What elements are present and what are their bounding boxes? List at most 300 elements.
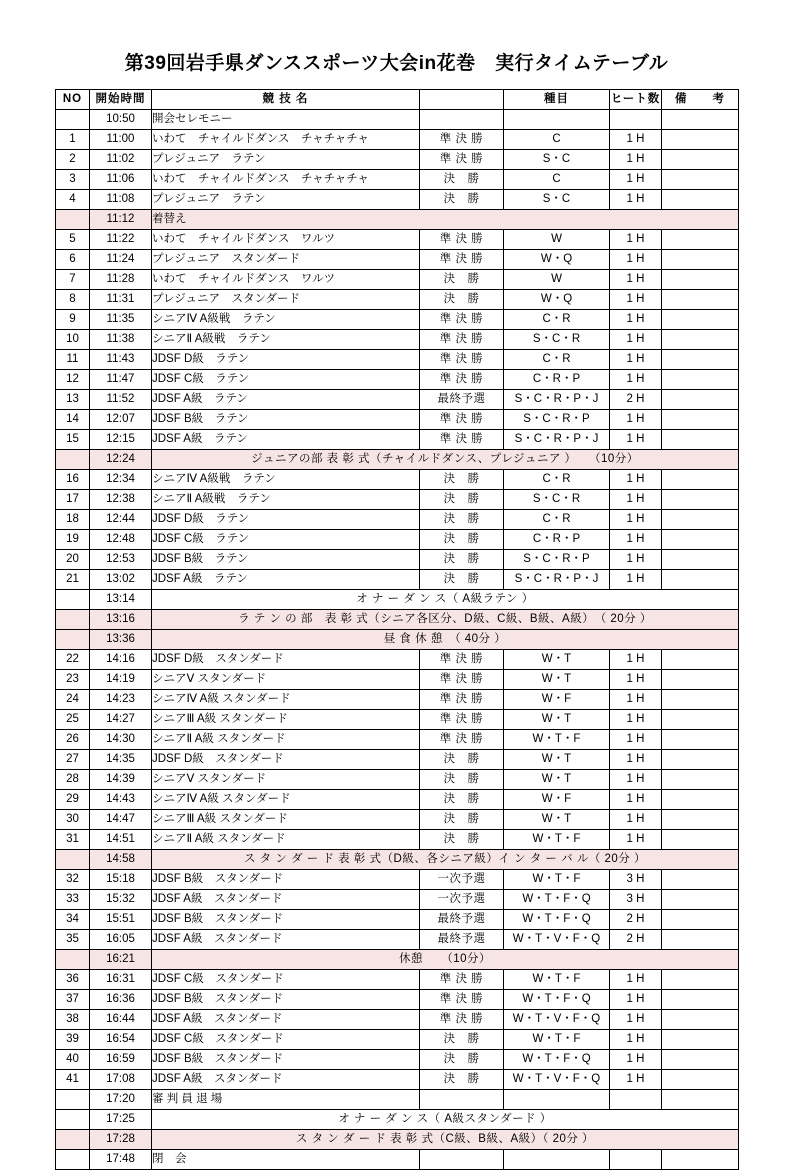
table-row	[56, 550, 739, 570]
cell-event-name: JDSF B級 スタンダード	[152, 990, 420, 1010]
cell-start-time: 16:05	[90, 930, 152, 950]
table-row	[56, 730, 739, 750]
page-title: 第39回岩手県ダンススポーツ大会in花巻 実行タイムテーブル	[124, 53, 669, 74]
cell-no: 37	[56, 990, 90, 1010]
cell-event-name: JDSF A級 スタンダード	[152, 890, 420, 910]
cell-heats: 1 H	[610, 370, 662, 390]
cell-note	[662, 1050, 739, 1070]
cell-no: 29	[56, 790, 90, 810]
table-row	[56, 330, 739, 350]
cell-item: W・T	[504, 650, 610, 670]
cell-no: 30	[56, 810, 90, 830]
cell-round: 準 決 勝	[420, 130, 504, 150]
cell-start-time: 16:54	[90, 1030, 152, 1050]
cell-heats: 1 H	[610, 190, 662, 210]
cell-start-time: 11:31	[90, 290, 152, 310]
table-row	[56, 610, 739, 630]
cell-heats: 1 H	[610, 830, 662, 850]
cell-round: 準 決 勝	[420, 250, 504, 270]
cell-start-time: 11:28	[90, 270, 152, 290]
cell-item: C・R・P	[504, 370, 610, 390]
cell-no: 31	[56, 830, 90, 850]
header-row	[56, 90, 739, 110]
cell-item: S・C・R	[504, 330, 610, 350]
cell-start-time: 12:48	[90, 530, 152, 550]
cell-no: 16	[56, 470, 90, 490]
cell-ceremony-text: ス タ ン ダ ー ド 表 彰 式（D級、各シニア級）イ ン タ ー バ ル（ 20分 ）	[152, 850, 739, 870]
cell-round: 最終予選	[420, 910, 504, 930]
cell-heats: 1 H	[610, 350, 662, 370]
cell-note	[662, 150, 739, 170]
table-row	[56, 450, 739, 470]
cell-round: 一次予選	[420, 870, 504, 890]
cell-no	[56, 450, 90, 470]
cell-no: 34	[56, 910, 90, 930]
cell-item: C・R	[504, 310, 610, 330]
cell-item: W・T・F・Q	[504, 1050, 610, 1070]
cell-heats: 1 H	[610, 490, 662, 510]
cell-heats: 1 H	[610, 250, 662, 270]
cell-start-time: 13:36	[90, 630, 152, 650]
table-row	[56, 570, 739, 590]
table-row	[56, 1070, 739, 1090]
column-header-no: NO	[56, 90, 90, 110]
cell-item: W・T・F	[504, 1030, 610, 1050]
table-row	[56, 250, 739, 270]
cell-note	[662, 1010, 739, 1030]
cell-round: 決 勝	[420, 530, 504, 550]
cell-start-time: 16:44	[90, 1010, 152, 1030]
cell-start-time: 14:23	[90, 690, 152, 710]
cell-event-name: JDSF C級 スタンダード	[152, 1030, 420, 1050]
cell-event-name: JDSF A級 スタンダード	[152, 1070, 420, 1090]
cell-start-time: 17:28	[90, 1130, 152, 1150]
cell-item: W・F	[504, 790, 610, 810]
cell-note	[662, 190, 739, 210]
table-row	[56, 710, 739, 730]
cell-no: 18	[56, 510, 90, 530]
cell-heats: 1 H	[610, 790, 662, 810]
cell-note	[662, 910, 739, 930]
cell-round: 決 勝	[420, 1070, 504, 1090]
cell-item: W・T	[504, 770, 610, 790]
cell-event-name: JDSF A級 ラテン	[152, 430, 420, 450]
cell-event-name: JDSF B級 ラテン	[152, 550, 420, 570]
cell-round: 決 勝	[420, 830, 504, 850]
cell-item: C・R・P	[504, 530, 610, 550]
table-row	[56, 290, 739, 310]
cell-no: 33	[56, 890, 90, 910]
table-row	[56, 590, 739, 610]
table-row	[56, 830, 739, 850]
cell-item: W・T・F	[504, 730, 610, 750]
table-row	[56, 530, 739, 550]
cell-note	[662, 290, 739, 310]
cell-heats: 1 H	[610, 810, 662, 830]
cell-item: W・T	[504, 710, 610, 730]
cell-start-time: 11:00	[90, 130, 152, 150]
cell-heats: 1 H	[610, 1030, 662, 1050]
cell-item: W・T・V・F・Q	[504, 1010, 610, 1030]
table-header	[56, 90, 739, 110]
cell-round: 決 勝	[420, 510, 504, 530]
cell-start-time: 11:22	[90, 230, 152, 250]
cell-heats: 1 H	[610, 150, 662, 170]
cell-heats: 1 H	[610, 690, 662, 710]
cell-item	[504, 1150, 610, 1170]
cell-heats: 1 H	[610, 290, 662, 310]
cell-start-time: 15:32	[90, 890, 152, 910]
cell-no	[56, 1090, 90, 1110]
cell-heats: 1 H	[610, 270, 662, 290]
cell-round: 準 決 勝	[420, 410, 504, 430]
cell-heats: 1 H	[610, 1070, 662, 1090]
cell-start-time: 11:08	[90, 190, 152, 210]
cell-heats: 1 H	[610, 570, 662, 590]
cell-no: 35	[56, 930, 90, 950]
cell-heats: 1 H	[610, 1010, 662, 1030]
table-row	[56, 190, 739, 210]
table-row	[56, 690, 739, 710]
cell-event-name: JDSF A級 スタンダード	[152, 1010, 420, 1030]
cell-start-time: 11:52	[90, 390, 152, 410]
cell-heats: 1 H	[610, 650, 662, 670]
table-row	[56, 810, 739, 830]
table-row	[56, 410, 739, 430]
cell-event-name: シニアⅣ A級 スタンダード	[152, 790, 420, 810]
table-row	[56, 210, 739, 230]
cell-item: C・R	[504, 350, 610, 370]
cell-round: 準 決 勝	[420, 690, 504, 710]
cell-note	[662, 730, 739, 750]
cell-no	[56, 210, 90, 230]
cell-note	[662, 770, 739, 790]
cell-round	[420, 1090, 504, 1110]
table-row	[56, 670, 739, 690]
cell-no: 39	[56, 1030, 90, 1050]
cell-no: 21	[56, 570, 90, 590]
cell-round: 準 決 勝	[420, 970, 504, 990]
cell-ceremony-text: 休憩 （10分）	[152, 950, 739, 970]
cell-no: 28	[56, 770, 90, 790]
cell-item: W・T・V・F・Q	[504, 1070, 610, 1090]
cell-ceremony-text: 昼 食 休 憩 （ 40分 ）	[152, 630, 739, 650]
cell-item: C・R	[504, 470, 610, 490]
cell-round: 準 決 勝	[420, 650, 504, 670]
cell-heats	[610, 110, 662, 130]
table-row	[56, 1010, 739, 1030]
cell-note	[662, 510, 739, 530]
cell-start-time: 17:25	[90, 1110, 152, 1130]
cell-note	[662, 990, 739, 1010]
table-row	[56, 490, 739, 510]
cell-item: S・C・R・P	[504, 410, 610, 430]
cell-event-name: プレジュニア ラテン	[152, 150, 420, 170]
table-row	[56, 770, 739, 790]
cell-heats: 2 H	[610, 390, 662, 410]
cell-start-time: 11:02	[90, 150, 152, 170]
cell-event-name: JDSF B級 ラテン	[152, 410, 420, 430]
cell-no	[56, 1130, 90, 1150]
cell-round: 決 勝	[420, 470, 504, 490]
cell-round: 最終予選	[420, 930, 504, 950]
cell-round: 準 決 勝	[420, 1010, 504, 1030]
cell-event-name: 閉 会	[152, 1150, 420, 1170]
cell-item: W・T・F・Q	[504, 910, 610, 930]
column-header-heats: ヒート数	[610, 90, 662, 110]
cell-event-name: シニアⅡ A級 スタンダード	[152, 830, 420, 850]
cell-note	[662, 970, 739, 990]
cell-no	[56, 610, 90, 630]
cell-start-time: 17:20	[90, 1090, 152, 1110]
cell-no	[56, 1150, 90, 1170]
cell-heats	[610, 1150, 662, 1170]
cell-note	[662, 270, 739, 290]
cell-round: 決 勝	[420, 170, 504, 190]
table-row	[56, 850, 739, 870]
cell-heats: 1 H	[610, 310, 662, 330]
cell-round: 準 決 勝	[420, 350, 504, 370]
cell-note	[662, 710, 739, 730]
cell-note	[662, 650, 739, 670]
cell-item: W・T・F・Q	[504, 890, 610, 910]
cell-start-time: 12:34	[90, 470, 152, 490]
cell-event-name: シニアⅡ A級戦 ラテン	[152, 330, 420, 350]
cell-no: 12	[56, 370, 90, 390]
cell-round: 準 決 勝	[420, 310, 504, 330]
cell-round: 準 決 勝	[420, 990, 504, 1010]
cell-no	[56, 1110, 90, 1130]
cell-note	[662, 110, 739, 130]
cell-start-time: 14:58	[90, 850, 152, 870]
cell-item: C	[504, 130, 610, 150]
cell-heats: 1 H	[610, 750, 662, 770]
cell-item: W	[504, 270, 610, 290]
cell-start-time: 15:18	[90, 870, 152, 890]
table-row	[56, 650, 739, 670]
cell-note	[662, 370, 739, 390]
cell-no: 1	[56, 130, 90, 150]
cell-event-name: JDSF B級 スタンダード	[152, 870, 420, 890]
cell-heats: 1 H	[610, 670, 662, 690]
cell-no: 3	[56, 170, 90, 190]
cell-event-name: シニアⅣ A級戦 ラテン	[152, 310, 420, 330]
cell-note	[662, 810, 739, 830]
cell-ceremony-text: ス タ ン ダ ー ド 表 彰 式（C級、B級、A級）（ 20分 ）	[152, 1130, 739, 1150]
table-row	[56, 110, 739, 130]
cell-no: 22	[56, 650, 90, 670]
cell-round: 決 勝	[420, 790, 504, 810]
cell-heats: 1 H	[610, 970, 662, 990]
cell-round: 準 決 勝	[420, 370, 504, 390]
table-body	[56, 110, 739, 1170]
column-header-note: 備 考	[662, 90, 739, 110]
cell-round: 一次予選	[420, 890, 504, 910]
cell-round: 決 勝	[420, 570, 504, 590]
cell-event-name: JDSF A級 ラテン	[152, 390, 420, 410]
table-row	[56, 510, 739, 530]
cell-no: 24	[56, 690, 90, 710]
cell-start-time: 17:08	[90, 1070, 152, 1090]
cell-note	[662, 330, 739, 350]
cell-item	[504, 1090, 610, 1110]
table-row	[56, 1150, 739, 1170]
cell-round: 準 決 勝	[420, 670, 504, 690]
cell-round: 決 勝	[420, 750, 504, 770]
cell-event-name: JDSF C級 スタンダード	[152, 970, 420, 990]
cell-round: 準 決 勝	[420, 330, 504, 350]
cell-no: 38	[56, 1010, 90, 1030]
cell-event-name: いわて チャイルドダンス ワルツ	[152, 270, 420, 290]
cell-heats: 1 H	[610, 410, 662, 430]
cell-item: C	[504, 170, 610, 190]
cell-no: 19	[56, 530, 90, 550]
cell-item: W・T・V・F・Q	[504, 930, 610, 950]
cell-start-time: 14:43	[90, 790, 152, 810]
cell-start-time: 12:44	[90, 510, 152, 530]
table-row	[56, 790, 739, 810]
cell-item: W・T	[504, 750, 610, 770]
cell-start-time: 14:30	[90, 730, 152, 750]
cell-round: 準 決 勝	[420, 430, 504, 450]
cell-event-name: プレジュニア スタンダード	[152, 250, 420, 270]
cell-start-time: 14:51	[90, 830, 152, 850]
cell-round	[420, 110, 504, 130]
cell-heats: 1 H	[610, 430, 662, 450]
cell-heats	[610, 1090, 662, 1110]
cell-heats: 1 H	[610, 470, 662, 490]
cell-event-name: JDSF B級 スタンダード	[152, 1050, 420, 1070]
cell-no: 15	[56, 430, 90, 450]
cell-heats: 2 H	[610, 930, 662, 950]
cell-no: 9	[56, 310, 90, 330]
cell-note	[662, 1070, 739, 1090]
cell-start-time: 10:50	[90, 110, 152, 130]
cell-no	[56, 630, 90, 650]
cell-no: 41	[56, 1070, 90, 1090]
cell-note	[662, 890, 739, 910]
table-row	[56, 430, 739, 450]
cell-note	[662, 430, 739, 450]
cell-start-time: 16:31	[90, 970, 152, 990]
table-row	[56, 310, 739, 330]
cell-item: W・Q	[504, 290, 610, 310]
cell-round: 準 決 勝	[420, 230, 504, 250]
column-header-item: 種目	[504, 90, 610, 110]
cell-round	[420, 1150, 504, 1170]
cell-no	[56, 850, 90, 870]
table-row	[56, 390, 739, 410]
cell-no: 40	[56, 1050, 90, 1070]
cell-note	[662, 570, 739, 590]
cell-start-time: 12:24	[90, 450, 152, 470]
cell-heats: 1 H	[610, 230, 662, 250]
cell-note	[662, 930, 739, 950]
cell-item: S・C・R・P	[504, 550, 610, 570]
cell-heats: 1 H	[610, 530, 662, 550]
cell-event-name: JDSF B級 スタンダード	[152, 910, 420, 930]
cell-item: W・F	[504, 690, 610, 710]
cell-heats: 2 H	[610, 910, 662, 930]
table-row	[56, 990, 739, 1010]
table-row	[56, 130, 739, 150]
cell-item: S・C	[504, 190, 610, 210]
cell-event-name: 着替え	[152, 210, 739, 230]
cell-heats: 1 H	[610, 710, 662, 730]
column-header-round	[420, 90, 504, 110]
cell-note	[662, 410, 739, 430]
cell-no: 26	[56, 730, 90, 750]
cell-event-name: シニアⅤ スタンダード	[152, 670, 420, 690]
cell-heats: 1 H	[610, 330, 662, 350]
cell-note	[662, 790, 739, 810]
cell-event-name: プレジュニア ラテン	[152, 190, 420, 210]
cell-item: W・Q	[504, 250, 610, 270]
cell-round: 準 決 勝	[420, 150, 504, 170]
cell-heats: 1 H	[610, 550, 662, 570]
cell-no: 2	[56, 150, 90, 170]
cell-note	[662, 690, 739, 710]
cell-no: 6	[56, 250, 90, 270]
cell-event-name: シニアⅡ A級 スタンダード	[152, 730, 420, 750]
table-row	[56, 370, 739, 390]
cell-note	[662, 830, 739, 850]
table-row	[56, 350, 739, 370]
cell-start-time: 11:12	[90, 210, 152, 230]
cell-item: S・C・R・P・J	[504, 390, 610, 410]
cell-note	[662, 490, 739, 510]
cell-event-name: シニアⅢ A級 スタンダード	[152, 710, 420, 730]
cell-start-time: 11:35	[90, 310, 152, 330]
cell-item	[504, 110, 610, 130]
table-row	[56, 950, 739, 970]
cell-no: 10	[56, 330, 90, 350]
cell-no: 5	[56, 230, 90, 250]
cell-round: 決 勝	[420, 1030, 504, 1050]
table-row	[56, 910, 739, 930]
cell-no: 25	[56, 710, 90, 730]
cell-start-time: 16:21	[90, 950, 152, 970]
cell-note	[662, 170, 739, 190]
cell-no	[56, 590, 90, 610]
cell-event-name: シニアⅤ スタンダード	[152, 770, 420, 790]
table-row	[56, 750, 739, 770]
cell-event-name: シニアⅣ A級 スタンダード	[152, 690, 420, 710]
cell-no: 36	[56, 970, 90, 990]
cell-start-time: 12:07	[90, 410, 152, 430]
cell-heats: 1 H	[610, 990, 662, 1010]
cell-event-name: JDSF D級 ラテン	[152, 510, 420, 530]
cell-item: W・T	[504, 670, 610, 690]
cell-event-name: JDSF C級 ラテン	[152, 370, 420, 390]
cell-note	[662, 870, 739, 890]
cell-no: 32	[56, 870, 90, 890]
cell-round: 決 勝	[420, 810, 504, 830]
cell-note	[662, 310, 739, 330]
cell-no: 14	[56, 410, 90, 430]
cell-item: S・C・R・P・J	[504, 570, 610, 590]
cell-item: S・C・R	[504, 490, 610, 510]
cell-item: S・C・R・P・J	[504, 430, 610, 450]
cell-start-time: 13:14	[90, 590, 152, 610]
cell-start-time: 14:39	[90, 770, 152, 790]
cell-start-time: 14:19	[90, 670, 152, 690]
cell-ceremony-text: ジュニアの部 表 彰 式（チャイルドダンス、プレジュニア ） （10分）	[152, 450, 739, 470]
cell-event-name: 開会セレモニー	[152, 110, 420, 130]
table-row	[56, 890, 739, 910]
cell-round: 最終予選	[420, 390, 504, 410]
cell-event-name: JDSF D級 スタンダード	[152, 650, 420, 670]
